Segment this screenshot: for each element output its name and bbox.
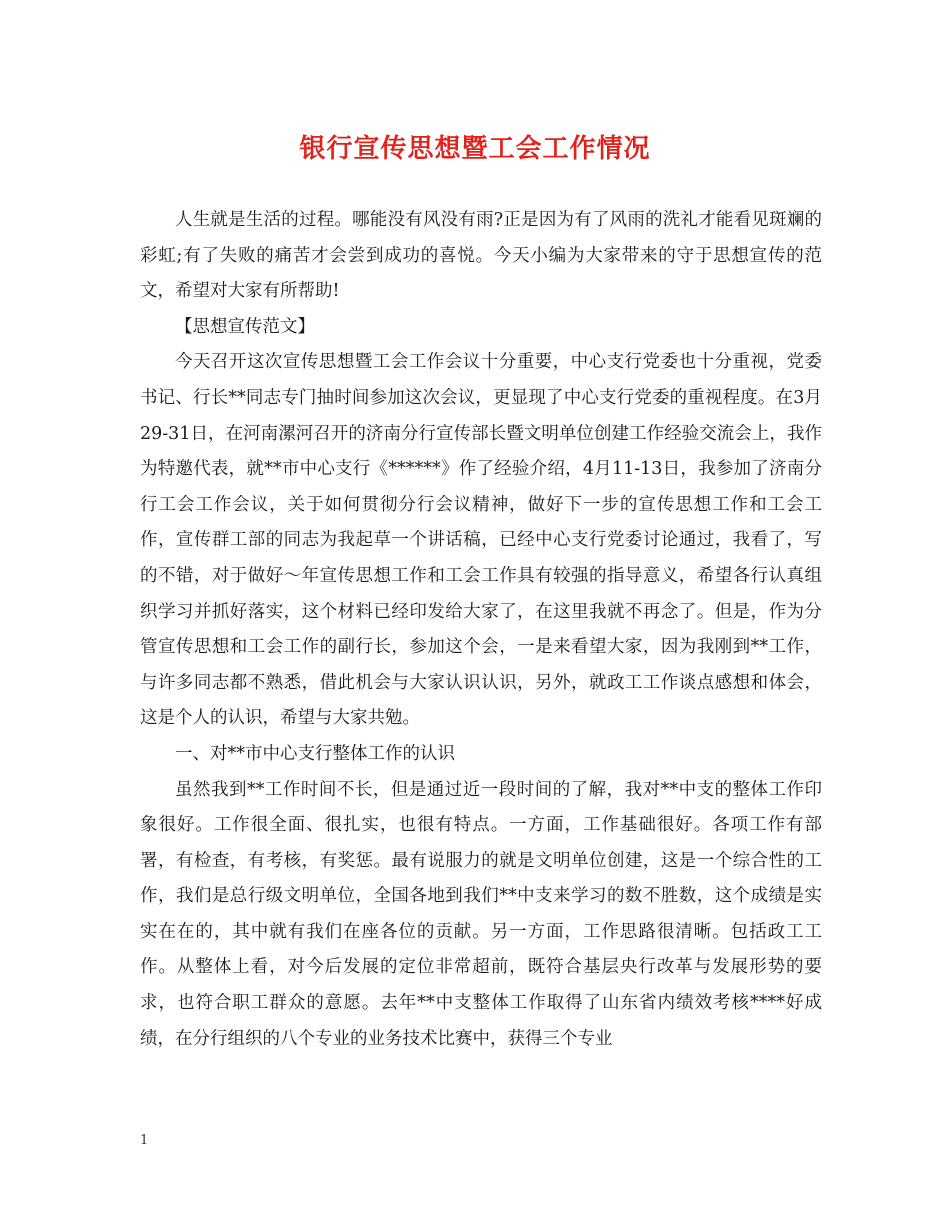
document-title: 银行宣传思想暨工会工作情况	[299, 134, 651, 164]
section-label: 【思想宣传范文】	[175, 316, 315, 337]
body-paragraph: 今天召开这次宣传思想暨工会工作会议十分重要，中心支行党委也十分重视，党委书记、行长**同志专门抽时间参加这次会议，更显现了中心支行党委的重视程度。在3月29-31日，在河南漯河召开的济南分行宣传部长暨文明单位创建工作经验交流会上，我作为特邀代表，就**市中心支行《******》作了经验介绍，4月11-13日，我参加了济南分行工会工作会议，关于如何贯彻分行会议精神，做好下一步的宣传思想工作和工会工作，宣传群工部的同志为我起草一个讲话稿，已经中心支行党委讨论通过，我看了，写的不错，对于做好～年宣传思想工作和工会工作具有较强的指导意义，希望各行认真组织学习并抓好落实，这个材料已经印发给大家了，在这里我就不再念了。但是，作为分管宣传思想和工会工作的副行长，参加这个会，一是来看望大家，因为我刚到**工作，与许多同志都不熟悉，借此机会与大家认识认识，另外，就政工工作谈点感想和体会，这是个人的认识，希望与大家共勉。	[140, 352, 822, 729]
body-paragraph: 虽然我到**工作时间不长，但是通过近一段时间的了解，我对**中支的整体工作印象很好。工作很全面、很扎实，也很有特点。一方面，工作基础很好。各项工作有部署，有检查，有考核，有奖惩。最有说服力的就是文明单位创建，这是一个综合性的工作，我们是总行级文明单位，全国各地到我们**中支来学习的数不胜数，这个成绩是实实在在的，其中就有我们在座各位的贡献。另一方面，工作思路很清晰。包括政工工作。从整体上看，对今后发展的定位非常超前，既符合基层央行改革与发展形势的要求，也符合职工群众的意愿。去年**中支整体工作取得了山东省内绩效考核****好成绩，在分行组织的八个专业的业务技术比赛中，获得三个专业	[140, 779, 822, 1049]
section-heading: 一、对**市中心支行整体工作的认识	[175, 743, 455, 764]
intro-paragraph: 人生就是生活的过程。哪能没有风没有雨?正是因为有了风雨的洗礼才能看见斑斓的彩虹;有了失败的痛苦才会尝到成功的喜悦。今天小编为大家带来的守于思想宣传的范文，希望对大家有所帮助!	[140, 210, 822, 302]
document-body	[140, 203, 822, 1057]
page-number: 1	[140, 1133, 149, 1148]
